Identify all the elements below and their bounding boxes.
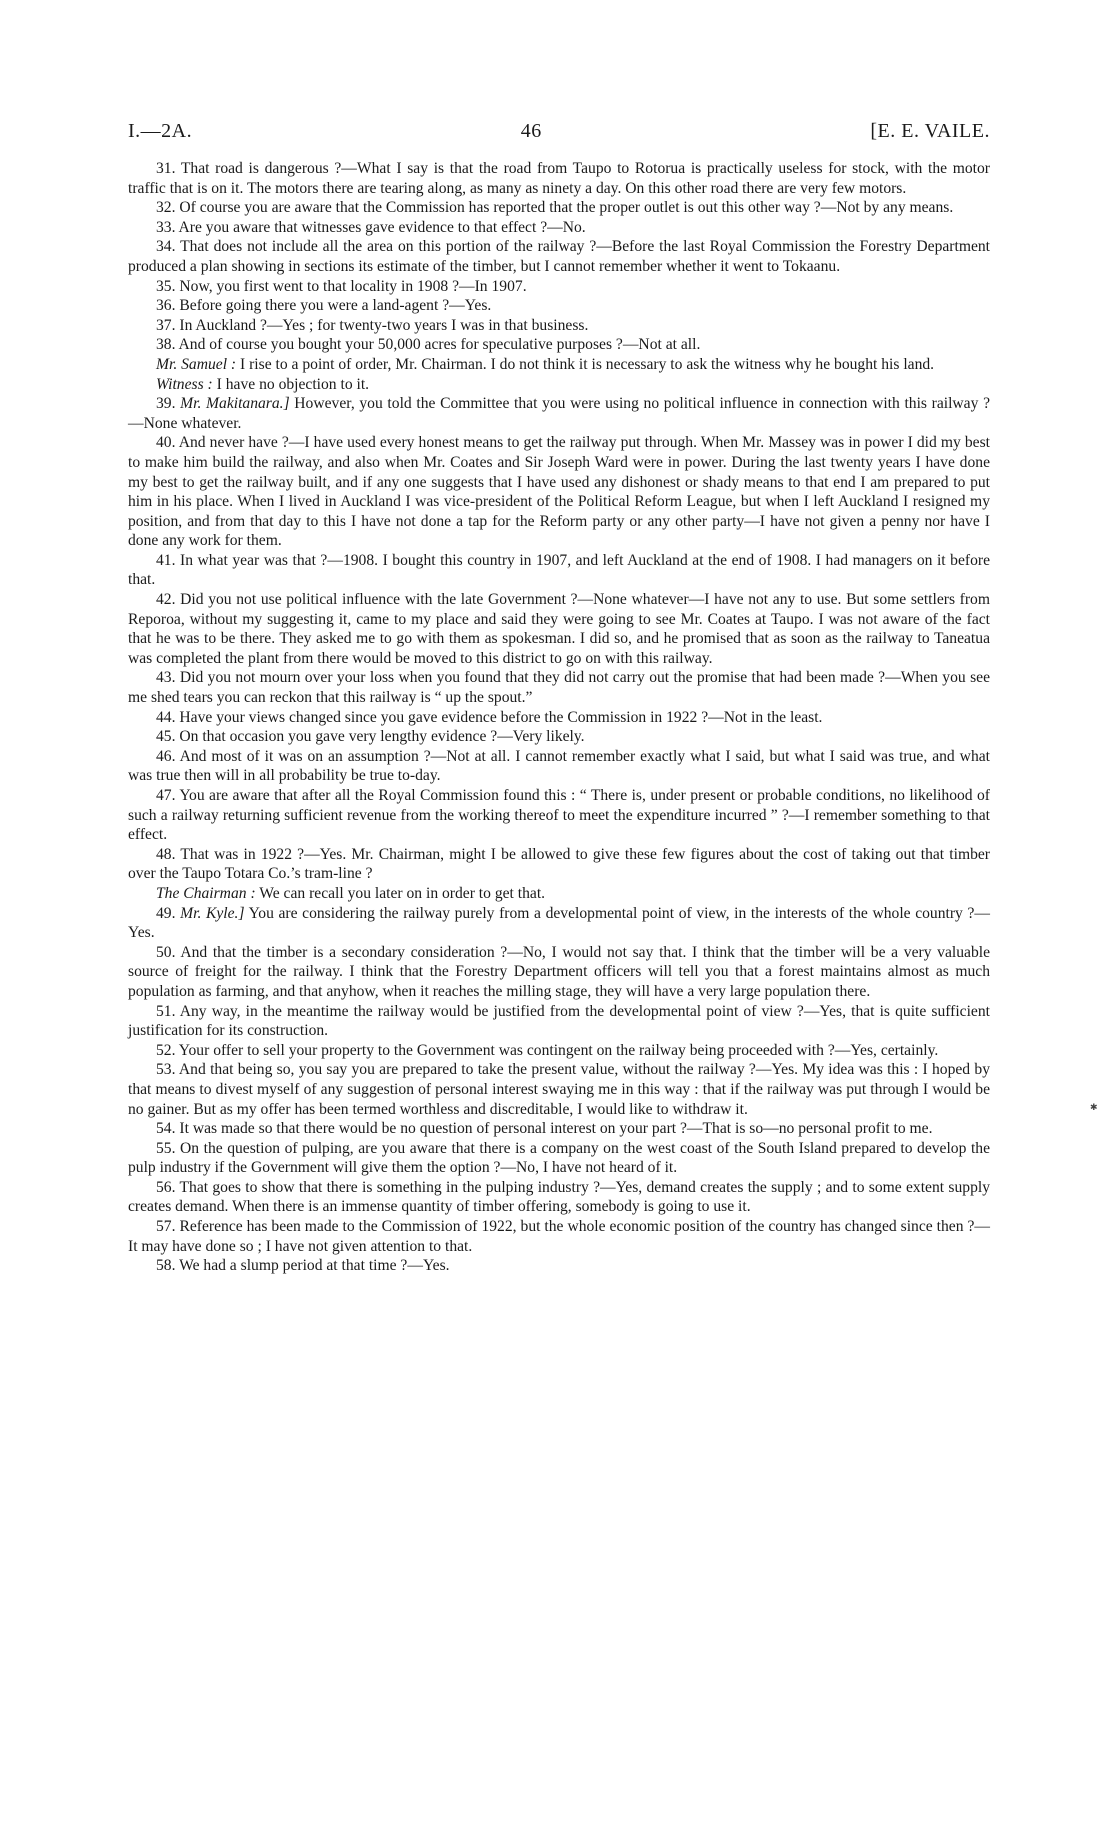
speaker-name: Mr. Makitanara.] (180, 395, 290, 413)
evidence-paragraph (128, 943, 990, 1002)
paragraph-text: 41. In what year was that ?—1908. I bought this country in 1907, and left Auckland at the end of 1908. I had managers on it before that. (128, 551, 990, 589)
evidence-paragraph (128, 335, 990, 355)
evidence-paragraph (128, 375, 990, 395)
paragraph-text: 46. And most of it was on an assumption ?—Not at all. I cannot remember exactly what I said, but what I said was true, and what was true then will in all probability be true to-day. (128, 747, 990, 785)
paragraph-text: 40. And never have ?—I have used every honest means to get the railway put through. When Mr. Massey was in power I did my best to make him build the railway, and also when Mr. Coates and Sir Joseph Ward were in power. During the last twenty years I have done my best to get the railway built, and if any one suggests that I have used any dishonest or shady means to that end I am prepared to put him in his place. When I lived in Auckland I was vice-president of the Political Reform League, but when I left Auckland I resigned my position, and from that day to this I have not done a tap for the Reform party or any other party—I have not given a penny nor have I done any work for them. (128, 434, 990, 550)
paragraph-text: 43. Did you not mourn over your loss when you found that they did not carry out the promise that had been made ?—When you see me shed tears you can reckon that this railway is “ up the spout.” (128, 669, 990, 707)
margin-mark: ✱ (1090, 1102, 1098, 1112)
evidence-paragraph (128, 590, 990, 668)
evidence-paragraph (128, 1139, 990, 1178)
page-number: 46 (520, 120, 542, 142)
evidence-paragraph (128, 218, 990, 238)
paragraph-text: 48. That was in 1922 ?—Yes. Mr. Chairman, might I be allowed to give these few figures about the cost of taking out that timber over the Taupo Totara Co.’s tram-line ? (128, 845, 990, 883)
evidence-paragraph (128, 1060, 990, 1119)
paragraph-text: I rise to a point of order, Mr. Chairman. I do not think it is necessary to ask the witness why he bought his land. (236, 355, 935, 373)
paragraph-text: 58. We had a slump period at that time ?—Yes. (156, 1257, 450, 1275)
evidence-paragraph (128, 1217, 990, 1256)
question-number: 39. (156, 395, 181, 413)
paragraph-text: 52. Your offer to sell your property to the Government was contingent on the railway being proceeded with ?—Yes, certainly. (156, 1041, 939, 1059)
paragraph-text: 56. That goes to show that there is something in the pulping industry ?—Yes, demand creates the supply ; and to some extent supply creates demand. When there is an immense quantity of timber offering, somebody is going to use it. (128, 1178, 990, 1216)
evidence-paragraph (128, 551, 990, 590)
paragraph-text: We can recall you later on in order to get that. (255, 884, 546, 902)
evidence-paragraph (128, 296, 990, 316)
question-number: 49. (156, 904, 181, 922)
paragraph-text: 45. On that occasion you gave very lengthy evidence ?—Very likely. (156, 728, 585, 746)
paragraph-text: 42. Did you not use political influence with the late Government ?—None whatever—I have not any to use. But some settlers from Reporoa, without my suggesting it, came to my place and said they were going to see Mr. Coates at Taupo. I was not aware of the fact that he was to be there. They asked me to go with them as spokesman. I did so, and he promised that as soon as the railway to Taneatua was completed the plant from there would be moved to this district to go on with this railway. (128, 591, 990, 667)
paragraph-text: 54. It was made so that there would be no question of personal interest on your part ?—That is so—no personal profit to me. (156, 1120, 933, 1138)
paragraph-text: However, you told the Committee that you were using no political influence in connection with this railway ?—None whatever. (128, 395, 990, 432)
paragraph-text: 37. In Auckland ?—Yes ; for twenty-two years I was in that business. (156, 316, 589, 334)
paragraph-text: 44. Have your views changed since you gave evidence before the Commission in 1922 ?—Not in the least. (156, 708, 823, 726)
evidence-paragraph (128, 1119, 990, 1139)
evidence-paragraph (128, 786, 990, 845)
evidence-paragraph (128, 316, 990, 336)
document-reference: I.—2A. (128, 120, 193, 142)
witness-name: [E. E. VAILE. (870, 120, 990, 142)
paragraph-text: 47. You are aware that after all the Royal Commission found this : “ There is, under present or probable conditions, no likelihood of such a railway returning sufficient revenue from the working thereof to meet the expenditure incurred ” ?—I remember something to that effect. (128, 787, 990, 844)
evidence-paragraph (128, 433, 990, 551)
paragraph-text: 33. Are you aware that witnesses gave evidence to that effect ?—No. (156, 218, 586, 236)
evidence-paragraph (128, 708, 990, 728)
paragraph-text: 50. And that the timber is a secondary consideration ?—No, I would not say that. I think that the timber will be a very valuable source of freight for the railway. I think that the Forestry Department officers will tell you that a forest maintains almost as much population as farming, and that anyhow, when it reaches the milling stage, they will have a very large population there. (128, 943, 990, 1000)
evidence-text (128, 159, 990, 1276)
evidence-paragraph (128, 845, 990, 884)
page-header (128, 120, 990, 143)
evidence-paragraph (128, 747, 990, 786)
evidence-paragraph (128, 237, 990, 276)
speaker-name: Witness : (156, 375, 213, 393)
paragraph-text: 34. That does not include all the area on this portion of the railway ?—Before the last Royal Commission the Forestry Department produced a plan showing in sections its estimate of the timber, but I cannot remember whether it went to Tokaanu. (128, 238, 990, 275)
speaker-name: Mr. Kyle.] (180, 904, 245, 922)
paragraph-text: 38. And of course you bought your 50,000 acres for speculative purposes ?—Not at all. (156, 336, 701, 354)
paragraph-text: You are considering the railway purely from a developmental point of view, in the interests of the whole country ?—Yes. (128, 904, 990, 942)
paragraph-text: 36. Before going there you were a land-agent ?—Yes. (156, 297, 492, 315)
evidence-paragraph (128, 727, 990, 747)
evidence-paragraph (128, 1041, 990, 1061)
paragraph-text: 31. That road is dangerous ?—What I say is that the road from Taupo to Rotorua is practically useless for stock, with the motor traffic that is on it. The motors there are tearing along, as many as ninety a day. On this other road there are very few motors. (128, 160, 990, 197)
paragraph-text: 53. And that being so, you say you are prepared to take the present value, without the railway ?—Yes. My idea was this : I hoped by that means to divest myself of any suggestion of personal interest swaying me in this way : that if the railway was put through I would be no gainer. But as my offer has been termed worthless and discreditable, I would like to withdraw it. (128, 1061, 990, 1118)
evidence-paragraph (128, 904, 990, 943)
paragraph-text: 55. On the question of pulping, are you aware that there is a company on the west coast of the South Island prepared to develop the pulp industry if the Government will give them the option ?—No, I have not heard of it. (128, 1139, 990, 1177)
paragraph-text: 32. Of course you are aware that the Commission has reported that the proper outlet is out this other way ?—Not by any means. (156, 199, 954, 217)
evidence-paragraph (128, 355, 990, 375)
paragraph-text: 51. Any way, in the meantime the railway would be justified from the developmental point of view ?—Yes, that is quite sufficient justification for its construction. (128, 1002, 990, 1040)
evidence-paragraph (128, 1178, 990, 1217)
evidence-paragraph (128, 198, 990, 218)
evidence-paragraph (128, 1256, 990, 1276)
evidence-paragraph (128, 394, 990, 433)
evidence-paragraph (128, 1002, 990, 1041)
paragraph-text: I have no objection to it. (212, 375, 370, 393)
evidence-paragraph (128, 159, 990, 198)
evidence-paragraph (128, 884, 990, 904)
paragraph-text: 35. Now, you first went to that locality in 1908 ?—In 1907. (156, 277, 527, 295)
evidence-paragraph (128, 668, 990, 707)
document-page (128, 120, 990, 1276)
paragraph-text: 57. Reference has been made to the Commission of 1922, but the whole economic position of the country has changed since then ?—It may have done so ; I have not given attention to that. (128, 1218, 990, 1255)
speaker-name: Mr. Samuel : (156, 355, 237, 373)
evidence-paragraph (128, 277, 990, 297)
speaker-name: The Chairman : (156, 884, 256, 902)
